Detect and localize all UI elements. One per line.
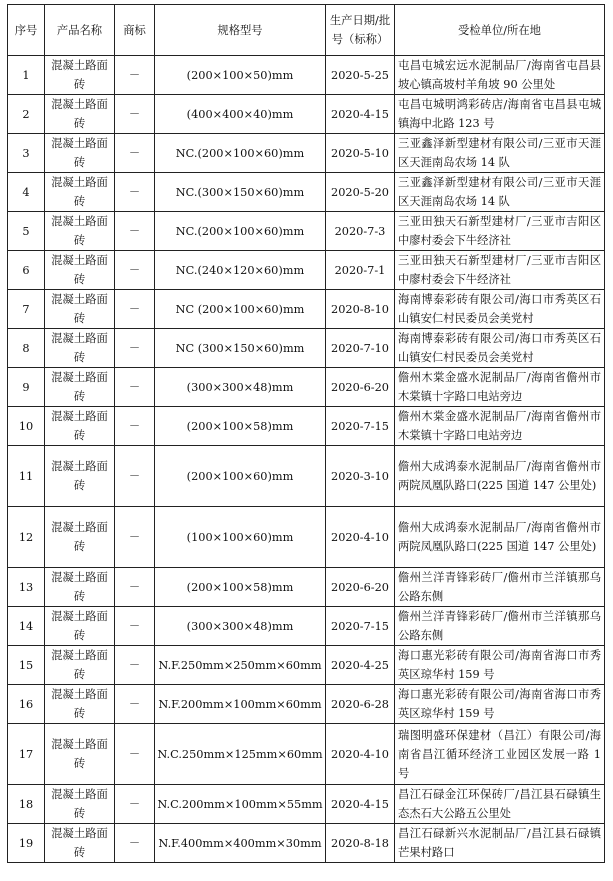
row-inspected-unit: 儋州木棠金盛水泥制品厂/海南省儋州市木棠镇十字路口电站旁边 — [395, 407, 605, 446]
row-spec: (200×100×50)mm — [155, 56, 326, 95]
header-spec: 规格型号 — [155, 5, 326, 56]
row-no: 15 — [8, 646, 45, 685]
row-brand: － — [115, 56, 155, 95]
table-row — [8, 368, 605, 407]
row-spec: NC.(200×100×60)mm — [155, 134, 326, 173]
row-spec: (200×100×60)mm — [155, 446, 326, 507]
row-product-name: 混凝土路面砖 — [45, 368, 115, 407]
row-brand: － — [115, 607, 155, 646]
row-inspected-unit: 屯昌屯城宏远水泥制品厂/海南省屯昌县坡心镇高坡村羊角坡 90 公里处 — [395, 56, 605, 95]
row-brand: － — [115, 95, 155, 134]
row-inspected-unit: 海口惠光彩砖有限公司/海南省海口市秀英区琼华村 159 号 — [395, 685, 605, 724]
table-row — [8, 95, 605, 134]
row-no: 11 — [8, 446, 45, 507]
row-inspected-unit: 三亚田独天石新型建材厂/三亚市吉阳区中廖村委会下牛经济社 — [395, 212, 605, 251]
table-row — [8, 568, 605, 607]
row-product-name: 混凝土路面砖 — [45, 646, 115, 685]
row-production-date: 2020-5-25 — [326, 56, 395, 95]
row-product-name: 混凝土路面砖 — [45, 724, 115, 785]
table-row — [8, 407, 605, 446]
row-production-date: 2020-5-10 — [326, 134, 395, 173]
row-production-date: 2020-4-15 — [326, 95, 395, 134]
table-row — [8, 724, 605, 785]
row-brand: － — [115, 785, 155, 824]
row-product-name: 混凝土路面砖 — [45, 56, 115, 95]
row-no: 1 — [8, 56, 45, 95]
table-row — [8, 446, 605, 507]
row-production-date: 2020-8-10 — [326, 290, 395, 329]
row-inspected-unit: 屯昌屯城明鸿彩砖店/海南省屯昌县屯城镇海中北路 123 号 — [395, 95, 605, 134]
row-inspected-unit: 儋州大成鸿泰水泥制品厂/海南省儋州市两院凤凰队路口(225 国道 147 公里处) — [395, 446, 605, 507]
row-spec: (400×400×40)mm — [155, 95, 326, 134]
row-product-name: 混凝土路面砖 — [45, 251, 115, 290]
table-row — [8, 56, 605, 95]
row-no: 7 — [8, 290, 45, 329]
row-no: 10 — [8, 407, 45, 446]
row-product-name: 混凝土路面砖 — [45, 407, 115, 446]
row-product-name: 混凝土路面砖 — [45, 290, 115, 329]
row-no: 19 — [8, 824, 45, 863]
row-brand: － — [115, 446, 155, 507]
table-row — [8, 251, 605, 290]
row-product-name: 混凝土路面砖 — [45, 212, 115, 251]
row-production-date: 2020-7-1 — [326, 251, 395, 290]
row-spec: NC.(200×100×60)mm — [155, 212, 326, 251]
row-inspected-unit: 昌江石碌金江环保砖厂/昌江县石碌镇生态杰石大公路五公里处 — [395, 785, 605, 824]
row-product-name: 混凝土路面砖 — [45, 824, 115, 863]
header-product-name: 产品名称 — [45, 5, 115, 56]
row-spec: (300×300×48)mm — [155, 368, 326, 407]
row-brand: － — [115, 212, 155, 251]
row-brand: － — [115, 568, 155, 607]
row-spec: NC (300×150×60)mm — [155, 329, 326, 368]
row-brand: － — [115, 368, 155, 407]
row-spec: (200×100×58)mm — [155, 407, 326, 446]
row-spec: N.C.200mm×100mm×55mm — [155, 785, 326, 824]
row-inspected-unit: 三亚田独天石新型建材厂/三亚市吉阳区中廖村委会下牛经济社 — [395, 251, 605, 290]
header-no: 序号 — [8, 5, 45, 56]
row-production-date: 2020-7-15 — [326, 607, 395, 646]
row-production-date: 2020-6-20 — [326, 568, 395, 607]
row-product-name: 混凝土路面砖 — [45, 568, 115, 607]
table-row — [8, 824, 605, 863]
row-no: 13 — [8, 568, 45, 607]
table-row — [8, 785, 605, 824]
row-product-name: 混凝土路面砖 — [45, 446, 115, 507]
row-production-date: 2020-6-20 — [326, 368, 395, 407]
row-inspected-unit: 儋州木棠金盛水泥制品厂/海南省儋州市木棠镇十字路口电站旁边 — [395, 368, 605, 407]
header-row — [8, 5, 605, 56]
row-production-date: 2020-4-15 — [326, 785, 395, 824]
row-brand: － — [115, 329, 155, 368]
row-production-date: 2020-4-10 — [326, 507, 395, 568]
row-spec: (100×100×60)mm — [155, 507, 326, 568]
table-row — [8, 290, 605, 329]
row-inspected-unit: 海南博泰彩砖有限公司/海口市秀英区石山镇安仁村民委员会美党村 — [395, 329, 605, 368]
row-brand: － — [115, 646, 155, 685]
row-product-name: 混凝土路面砖 — [45, 134, 115, 173]
row-no: 6 — [8, 251, 45, 290]
row-production-date: 2020-3-10 — [326, 446, 395, 507]
row-no: 17 — [8, 724, 45, 785]
row-production-date: 2020-7-3 — [326, 212, 395, 251]
row-brand: － — [115, 134, 155, 173]
row-production-date: 2020-5-20 — [326, 173, 395, 212]
row-no: 12 — [8, 507, 45, 568]
row-production-date: 2020-7-15 — [326, 407, 395, 446]
row-brand: － — [115, 407, 155, 446]
row-brand: － — [115, 824, 155, 863]
table-row — [8, 134, 605, 173]
table-row — [8, 607, 605, 646]
table-row — [8, 507, 605, 568]
row-inspected-unit: 昌江石碌新兴水泥制品厂/昌江县石碌镇芒果村路口 — [395, 824, 605, 863]
row-product-name: 混凝土路面砖 — [45, 173, 115, 212]
row-brand: － — [115, 724, 155, 785]
row-production-date: 2020-6-28 — [326, 685, 395, 724]
header-production-date: 生产日期/批号（标称） — [326, 5, 395, 56]
row-product-name: 混凝土路面砖 — [45, 507, 115, 568]
row-inspected-unit: 三亚鑫泽新型建材有限公司/三亚市天涯区天涯南岛农场 14 队 — [395, 134, 605, 173]
row-brand: － — [115, 290, 155, 329]
row-brand: － — [115, 251, 155, 290]
row-inspected-unit: 儋州兰洋青锋彩砖厂/儋州市兰洋镇那乌公路东侧 — [395, 568, 605, 607]
row-no: 14 — [8, 607, 45, 646]
row-product-name: 混凝土路面砖 — [45, 785, 115, 824]
row-no: 8 — [8, 329, 45, 368]
row-brand: － — [115, 173, 155, 212]
row-product-name: 混凝土路面砖 — [45, 607, 115, 646]
row-production-date: 2020-8-18 — [326, 824, 395, 863]
table-row — [8, 173, 605, 212]
inspection-table — [7, 4, 605, 863]
row-no: 5 — [8, 212, 45, 251]
row-product-name: 混凝土路面砖 — [45, 685, 115, 724]
row-inspected-unit: 儋州兰洋青锋彩砖厂/儋州市兰洋镇那乌公路东侧 — [395, 607, 605, 646]
row-inspected-unit: 海口惠光彩砖有限公司/海南省海口市秀英区琼华村 159 号 — [395, 646, 605, 685]
row-no: 2 — [8, 95, 45, 134]
row-spec: N.C.250mm×125mm×60mm — [155, 724, 326, 785]
table-row — [8, 329, 605, 368]
row-brand: － — [115, 507, 155, 568]
row-spec: (200×100×58)mm — [155, 568, 326, 607]
row-product-name: 混凝土路面砖 — [45, 95, 115, 134]
row-product-name: 混凝土路面砖 — [45, 329, 115, 368]
row-production-date: 2020-4-10 — [326, 724, 395, 785]
header-brand: 商标 — [115, 5, 155, 56]
row-production-date: 2020-7-10 — [326, 329, 395, 368]
table-row — [8, 212, 605, 251]
row-spec: NC.(300×150×60)mm — [155, 173, 326, 212]
row-brand: － — [115, 685, 155, 724]
row-inspected-unit: 海南博泰彩砖有限公司/海口市秀英区石山镇安仁村民委员会美党村 — [395, 290, 605, 329]
row-spec: N.F.250mm×250mm×60mm — [155, 646, 326, 685]
row-no: 16 — [8, 685, 45, 724]
row-no: 9 — [8, 368, 45, 407]
row-spec: (300×300×48)mm — [155, 607, 326, 646]
row-inspected-unit: 儋州大成鸿泰水泥制品厂/海南省儋州市两院凤凰队路口(225 国道 147 公里处) — [395, 507, 605, 568]
row-no: 3 — [8, 134, 45, 173]
table-row — [8, 646, 605, 685]
row-no: 18 — [8, 785, 45, 824]
header-inspected-unit: 受检单位/所在地 — [395, 5, 605, 56]
row-inspected-unit: 三亚鑫泽新型建材有限公司/三亚市天涯区天涯南岛农场 14 队 — [395, 173, 605, 212]
row-production-date: 2020-4-25 — [326, 646, 395, 685]
row-spec: N.F.200mm×100mm×60mm — [155, 685, 326, 724]
table-row — [8, 685, 605, 724]
row-spec: N.F.400mm×400mm×30mm — [155, 824, 326, 863]
row-spec: NC.(240×120×60)mm — [155, 251, 326, 290]
row-spec: NC (200×100×60)mm — [155, 290, 326, 329]
row-inspected-unit: 瑞图明盛环保建材（昌江）有限公司/海南省昌江循环经济工业园区发展一路 1 号 — [395, 724, 605, 785]
row-no: 4 — [8, 173, 45, 212]
